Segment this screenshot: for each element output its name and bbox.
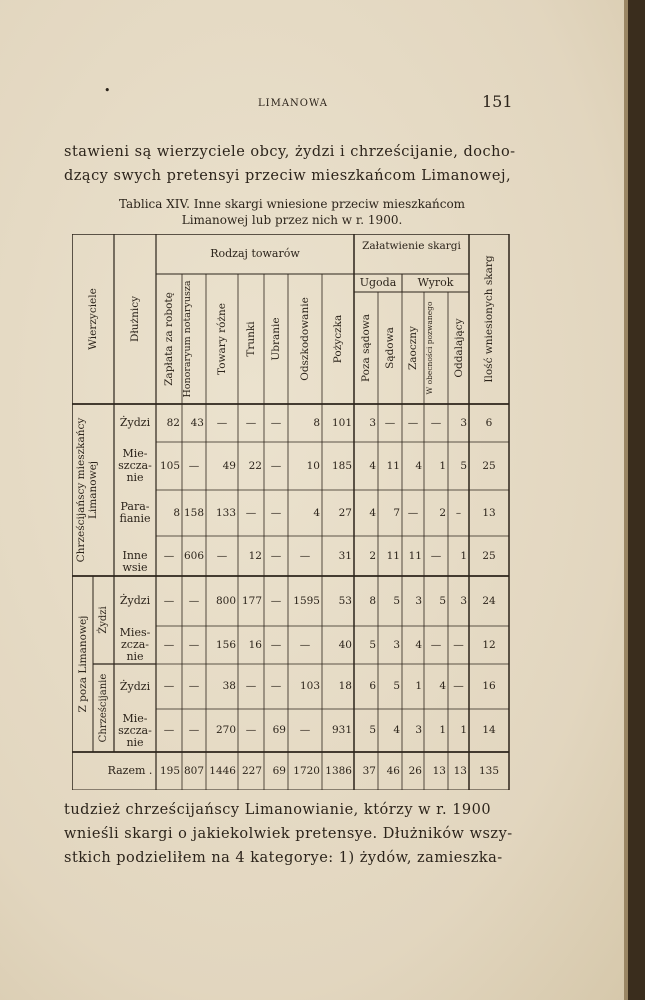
table-cell: 101 xyxy=(331,417,352,429)
table-cell: 5 xyxy=(393,680,400,692)
total-cell: 37 xyxy=(362,765,376,777)
total-cell: 46 xyxy=(386,765,400,777)
table-cell: — xyxy=(245,680,257,692)
table-cell: — xyxy=(430,417,442,429)
header-ilosc: Ilość wniesionych skarg xyxy=(483,255,495,383)
table-cell: 27 xyxy=(338,507,352,519)
table-cell: 5 xyxy=(460,460,467,472)
table-cell: — xyxy=(407,417,419,429)
table-cell: 11 xyxy=(386,460,400,472)
table-cell: 53 xyxy=(338,595,352,607)
column-header: Odszkodowanie xyxy=(299,297,311,381)
table-cell: — xyxy=(453,680,464,692)
table-cell: — xyxy=(188,724,200,736)
column-header: W obecności pozwanego xyxy=(425,301,434,395)
column-header: Poza sądowa xyxy=(360,313,372,383)
group-chrzescijanie: Chrześcijanie xyxy=(97,673,109,743)
table-cell: 4 xyxy=(415,460,422,472)
table-cell: 16 xyxy=(482,680,496,692)
table-cell: – xyxy=(455,507,462,519)
table-cell: 11 xyxy=(408,550,422,562)
table-cell: 177 xyxy=(241,595,262,607)
table-cell: — xyxy=(270,595,282,607)
table-cell: — xyxy=(299,724,311,736)
table-cell: 22 xyxy=(248,460,262,472)
total-cell: 1720 xyxy=(293,765,320,777)
table-cell: 4 xyxy=(415,639,422,651)
table-cell: 3 xyxy=(393,639,400,651)
text-line: wnieśli skargi o jakiekolwiek pretensye. Dłużników wszy- xyxy=(64,826,513,842)
table-cell: — xyxy=(270,550,282,562)
table-cell: 105 xyxy=(159,460,180,472)
column-header: Oddalający xyxy=(452,318,465,378)
table-cell: 18 xyxy=(338,680,352,692)
table-cell: 4 xyxy=(439,680,446,692)
total-cell: 195 xyxy=(159,765,180,777)
table-cell: 6 xyxy=(485,417,493,429)
table-cell: — xyxy=(245,417,257,429)
table-cell: 1 xyxy=(460,550,467,562)
table-cell: 13 xyxy=(482,507,496,519)
table-cell: — xyxy=(188,460,200,472)
table-cell: 606 xyxy=(183,550,204,562)
table-cell: 12 xyxy=(248,550,262,562)
row-label: Inne wsie xyxy=(122,549,148,574)
table-cell: 4 xyxy=(393,724,400,736)
book-spine xyxy=(628,0,645,1000)
header-ugoda: Ugoda xyxy=(359,276,397,289)
table-cell: 3 xyxy=(415,724,422,736)
row-label: Mies- zcza- nie xyxy=(119,626,151,663)
table-cell: 24 xyxy=(482,595,496,607)
table-cell: 5 xyxy=(369,639,376,651)
table-cell: — xyxy=(270,639,282,651)
table-cell: 14 xyxy=(482,724,496,736)
group-chrzescijanscy: Chrześcijańscy mieszkańcy Limanowej xyxy=(75,417,99,563)
table-cell: 2 xyxy=(369,550,376,562)
table-cell: 8 xyxy=(173,507,180,519)
row-label: Żydzi xyxy=(119,416,151,429)
row-label: Żydzi xyxy=(119,594,151,607)
column-header: Towary różne xyxy=(216,303,228,375)
table-cell: 5 xyxy=(393,595,400,607)
total-cell: 807 xyxy=(183,765,204,777)
total-cell: 26 xyxy=(408,765,422,777)
table-cell: 5 xyxy=(369,724,376,736)
table-cell: — xyxy=(270,417,282,429)
table-cell: 8 xyxy=(369,595,376,607)
table-cell: 185 xyxy=(331,460,352,472)
column-header: Sądowa xyxy=(384,327,396,369)
total-cell: 227 xyxy=(241,765,262,777)
table-cell: 800 xyxy=(215,595,236,607)
text-line: tudzież chrześcijańscy Limanowianie, którzy w r. 1900 xyxy=(64,802,492,818)
table-cell: — xyxy=(299,550,311,562)
text-line: dzący swych pretensyi przeciw mieszkańcom Limanowej, xyxy=(64,168,512,184)
table-cell: — xyxy=(163,595,175,607)
table-cell: 11 xyxy=(386,550,400,562)
table-cell: 158 xyxy=(183,507,204,519)
table-cell: — xyxy=(299,639,311,651)
total-cell: 1386 xyxy=(325,765,352,777)
table-cell: — xyxy=(270,460,282,472)
row-label: Mie- szcza- nie xyxy=(118,711,152,749)
header-zalatwienie: Załatwienie skargi xyxy=(362,240,461,252)
table-cell: 5 xyxy=(439,595,446,607)
table-cell: 103 xyxy=(299,680,320,692)
table-cell: 1595 xyxy=(293,595,320,607)
row-label: Żydzi xyxy=(119,679,151,693)
table-cell: — xyxy=(163,639,175,651)
table-cell: 69 xyxy=(272,724,286,736)
table-cell: 4 xyxy=(369,507,376,519)
table-cell: 7 xyxy=(393,507,400,519)
table-cell: — xyxy=(384,417,396,429)
paragraph-top xyxy=(64,140,524,188)
table-cell: 16 xyxy=(248,639,262,651)
page-number: 151 xyxy=(482,92,513,111)
header-dluznicy: Dłużnicy xyxy=(129,295,141,343)
table-cell: 40 xyxy=(338,639,352,651)
header-wyrok: Wyrok xyxy=(417,276,454,289)
column-header: Trunki xyxy=(245,321,257,357)
data-table xyxy=(72,234,520,790)
text-line: stawieni są wierzyciele obcy, żydzi i chrześcijanie, docho- xyxy=(64,144,516,160)
table-cell: 1 xyxy=(460,724,467,736)
paragraph-bottom xyxy=(64,798,524,870)
table-cell: 38 xyxy=(222,680,236,692)
table-cell: — xyxy=(430,639,442,651)
total-cell: 13 xyxy=(432,765,446,777)
running-title: LIMANOWA xyxy=(258,98,329,109)
table-cell: — xyxy=(188,639,200,651)
table-cell: 3 xyxy=(460,595,467,607)
table-cell: 1 xyxy=(439,724,446,736)
table-cell: 270 xyxy=(215,724,236,736)
table-cell: 156 xyxy=(215,639,236,651)
table-cell: — xyxy=(163,724,175,736)
table-cell: — xyxy=(270,507,282,519)
table-cell: 10 xyxy=(306,460,320,472)
column-header: Honoraryum notaryusza xyxy=(182,280,193,398)
table-cell: 12 xyxy=(482,639,496,651)
table-cell: — xyxy=(270,680,282,692)
table-cell: 8 xyxy=(313,417,320,429)
table-cell: 3 xyxy=(460,417,467,429)
table-cell: — xyxy=(245,724,257,736)
caption-line: Tablica XIV. Inne skargi wniesione przeciw mieszkańcom xyxy=(118,197,466,211)
group-z-poza: Z poza Limanowej xyxy=(76,615,89,713)
table-cell: — xyxy=(430,550,442,562)
table-cell: 82 xyxy=(166,417,180,429)
table-caption xyxy=(92,196,492,228)
table-cell: — xyxy=(188,595,200,607)
total-cell: 13 xyxy=(453,765,467,777)
header-rodzaj-towarow: Rodzaj towarów xyxy=(210,247,300,260)
total-label: Razem . xyxy=(107,764,153,777)
total-cell: 69 xyxy=(272,765,286,777)
table-cell: 3 xyxy=(415,595,422,607)
table-cell: 1 xyxy=(439,460,446,472)
table-cell: — xyxy=(163,680,175,692)
column-header: Pożyczka xyxy=(332,314,344,364)
table-cell: 2 xyxy=(439,507,446,519)
table-cell: 931 xyxy=(331,724,352,736)
table-cell: 4 xyxy=(313,507,320,519)
table-cell: 4 xyxy=(369,460,376,472)
ink-mark: • xyxy=(104,84,111,97)
table-cell: 133 xyxy=(215,507,236,519)
row-label: Mie- szcza- nie xyxy=(118,447,152,484)
total-cell: 135 xyxy=(478,765,500,777)
table-cell: — xyxy=(453,639,464,651)
column-header: Zapłata za robotę xyxy=(163,292,175,386)
table-cell: — xyxy=(163,550,175,562)
table-cell: — xyxy=(407,507,419,519)
table-cell: — xyxy=(216,550,228,562)
header-wierzyciele: Wierzyciele xyxy=(87,288,99,350)
table-cell: — xyxy=(188,680,200,692)
table-cell: 1 xyxy=(415,680,422,692)
table-cell: 43 xyxy=(190,417,204,429)
table-cell: 25 xyxy=(482,460,496,472)
table-cell: 6 xyxy=(369,680,376,692)
caption-line: Limanowej lub przez nich w r. 1900. xyxy=(181,213,403,227)
group-zydzi: Żydzi xyxy=(97,606,109,634)
column-header: Ubranie xyxy=(270,317,282,361)
column-header: Zaoczny xyxy=(407,326,419,370)
table-cell: — xyxy=(216,417,228,429)
text-line: stkich podzieliłem na 4 kategorye: 1) żydów, zamieszka- xyxy=(64,850,503,866)
table-cell: 31 xyxy=(338,550,352,562)
table-cell: 25 xyxy=(482,550,496,562)
table-cell: 3 xyxy=(369,417,376,429)
total-cell: 1446 xyxy=(209,765,236,777)
row-label: Para- fianie xyxy=(119,500,151,525)
table-cell: — xyxy=(245,507,257,519)
table-cell: 49 xyxy=(222,460,236,472)
